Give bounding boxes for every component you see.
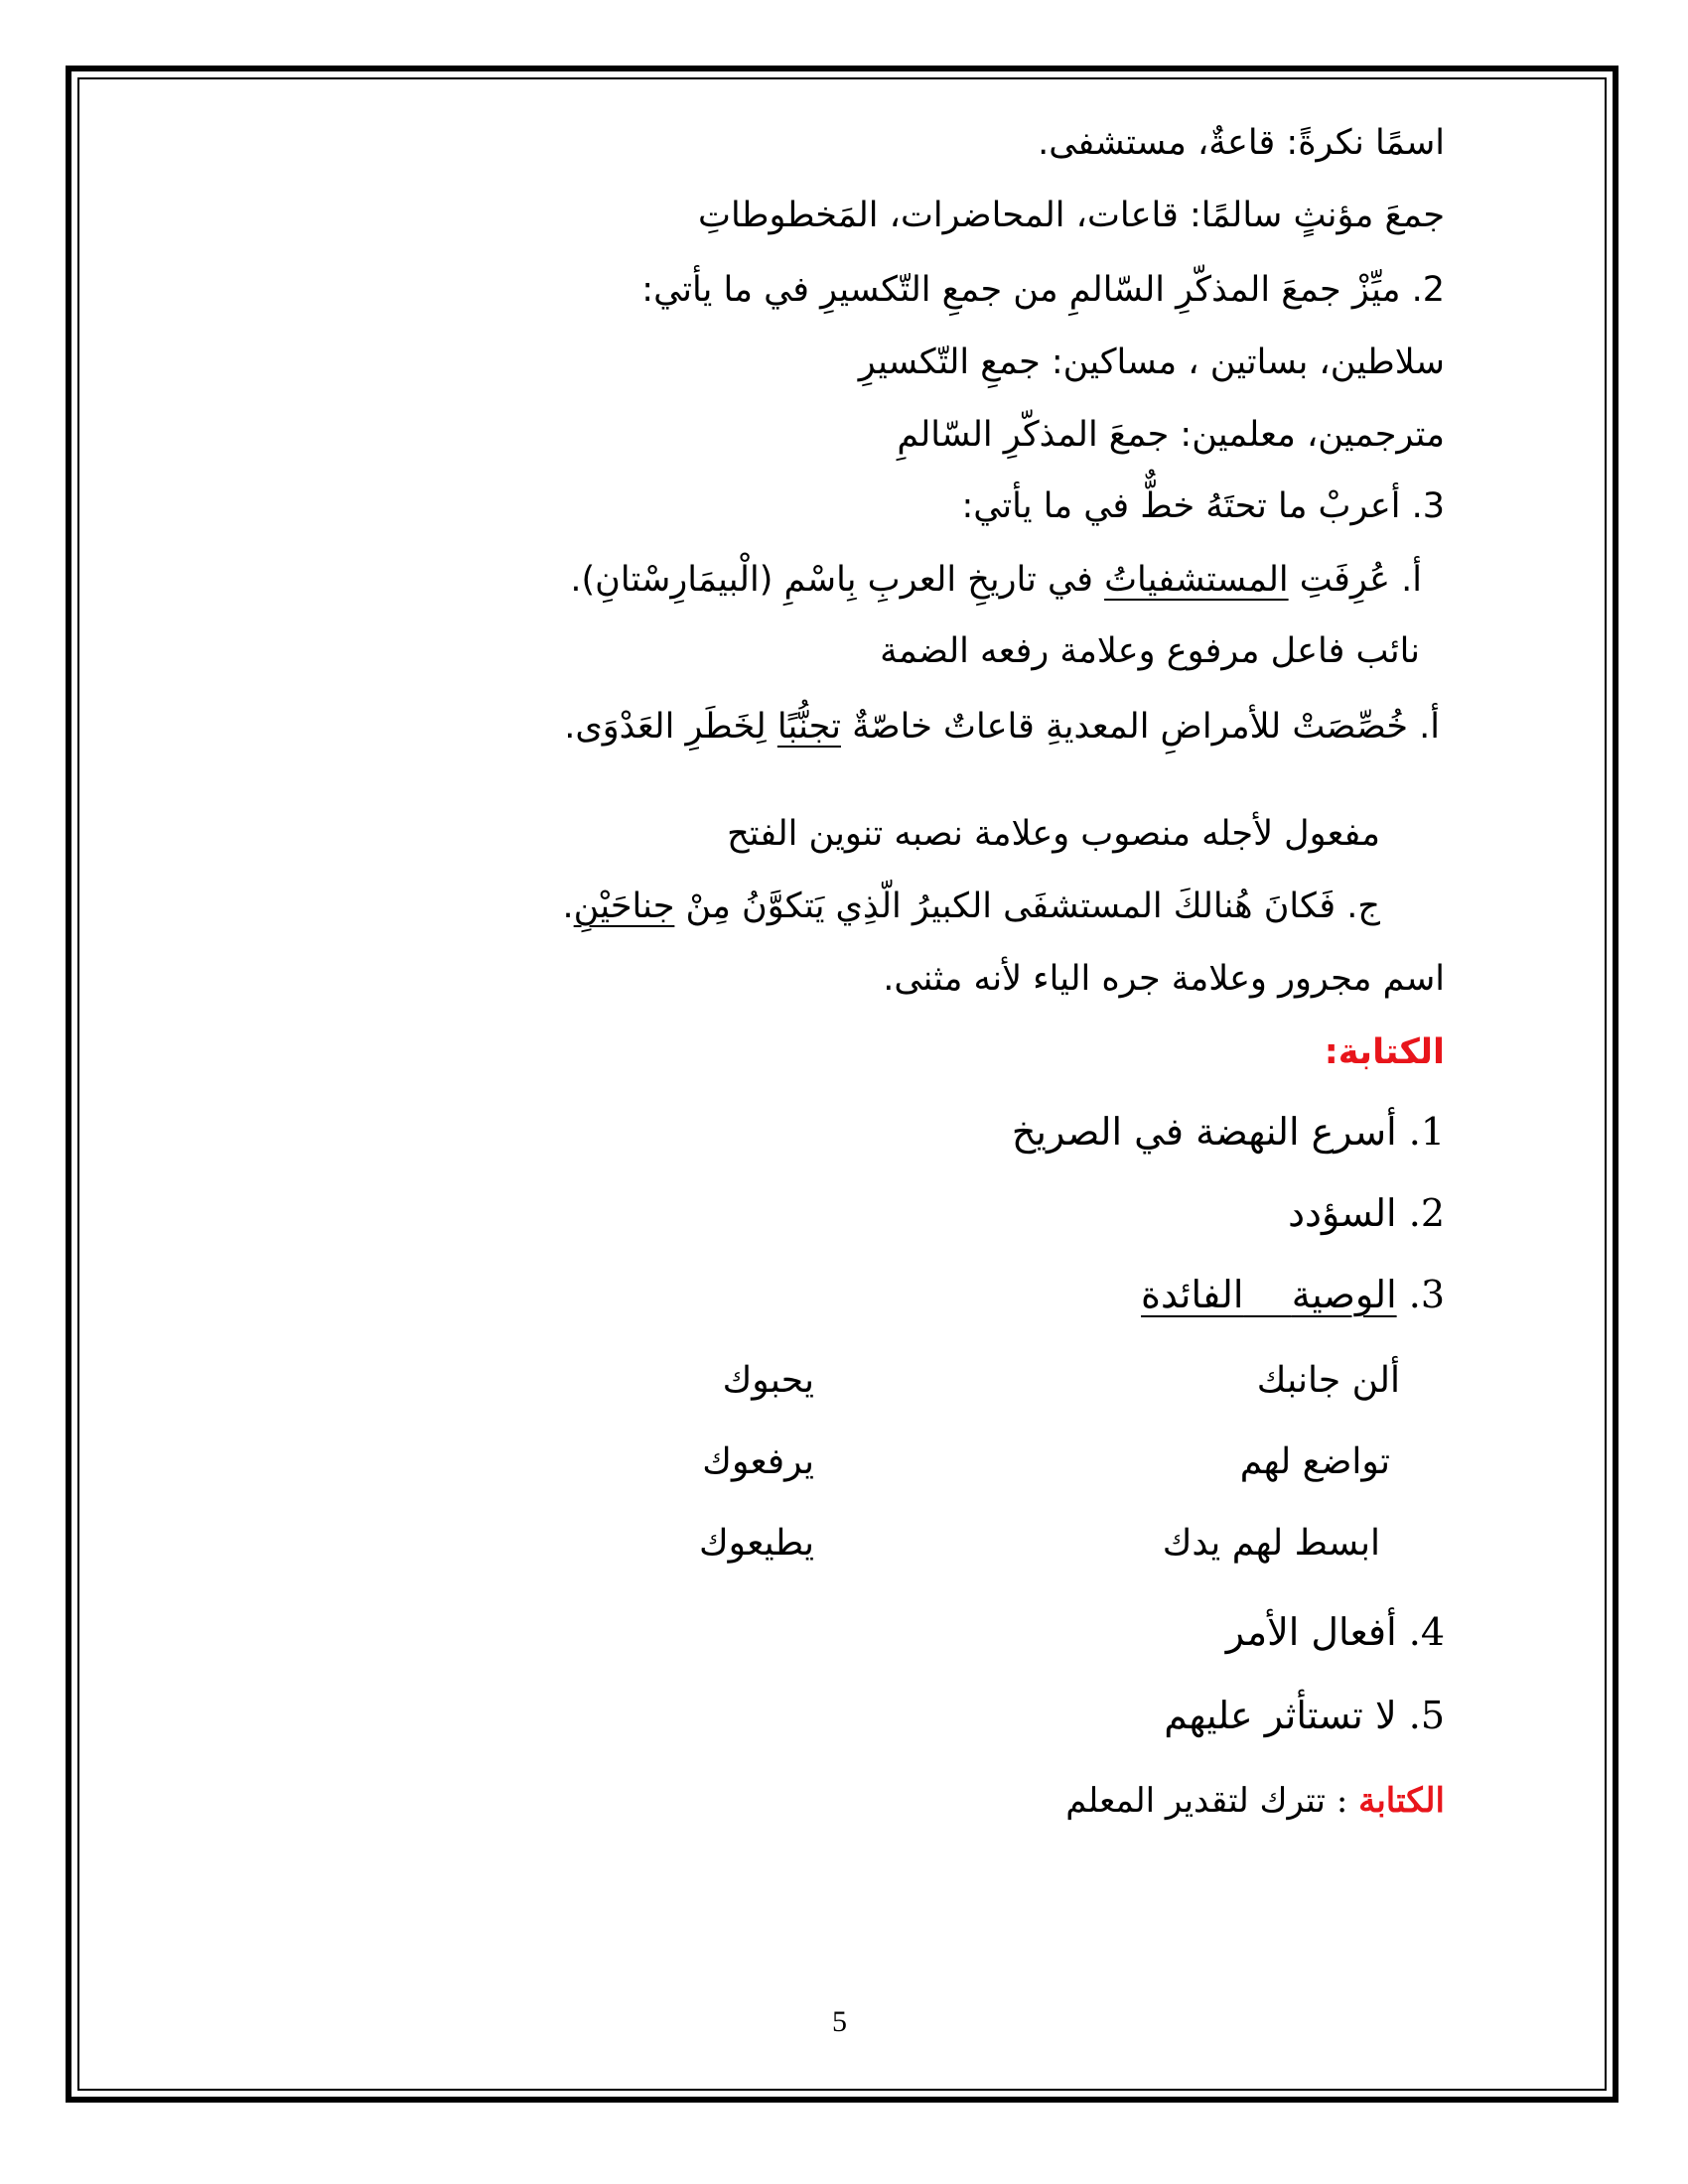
writing-item-4 bbox=[1226, 1610, 1445, 1654]
sentence-b-end: لِخَطَرِ العَدْوَى. bbox=[564, 707, 777, 747]
sentence-c-answer: اسم مجرور وعلامة جره الياء لأنه مثنى. bbox=[883, 959, 1445, 999]
writing-item-3-number: 3. bbox=[1408, 1273, 1445, 1316]
writing-item-2-number: 2. bbox=[1408, 1191, 1445, 1235]
writing-item-2 bbox=[1288, 1191, 1445, 1235]
question-2-answer-b: مترجمين، معلمين: جمعَ المذكّرِ السّالمِ bbox=[897, 415, 1445, 455]
writing-footer-label: الكتابة bbox=[1358, 1781, 1445, 1821]
table-header-benefit: الفائدة bbox=[1141, 1273, 1244, 1316]
sentence-a-start: أ. عُرِفَتِ bbox=[1288, 560, 1422, 600]
table-header-advice: الوصية bbox=[1291, 1273, 1397, 1316]
sentence-b-answer: مفعول لأجله منصوب وعلامة نصبه تنوين الفتح bbox=[727, 814, 1380, 854]
sentence-a-underlined-word: المستشفياتُ bbox=[1104, 560, 1289, 600]
question-3-text: أعربْ ما تحتَهُ خطٌّ في ما يأتي: bbox=[961, 486, 1401, 526]
writing-item-3-headers bbox=[1141, 1273, 1397, 1316]
table-row-3-advice: ابسط لهم يدك bbox=[1162, 1523, 1380, 1564]
sentence-b-underlined-word: تجنُّبًا bbox=[776, 707, 841, 747]
writing-item-4-number: 4. bbox=[1408, 1610, 1445, 1654]
writing-item-5 bbox=[1164, 1694, 1445, 1737]
table-row-1-advice: ألن جانبك bbox=[1256, 1360, 1400, 1401]
table-row-3-benefit: يطيعوك bbox=[698, 1523, 814, 1564]
writing-item-1-text: أسرع النهضة في الصريخ bbox=[1011, 1110, 1397, 1154]
table-row-1-benefit: يحبوك bbox=[722, 1360, 814, 1401]
sentence-b bbox=[564, 707, 1440, 747]
writing-footer-text: : تترك لتقدير المعلم bbox=[1065, 1781, 1359, 1821]
writing-footer bbox=[1065, 1781, 1445, 1821]
question-3 bbox=[961, 486, 1445, 526]
sentence-c-underlined-word: جناحَيْنِ bbox=[573, 887, 675, 926]
writing-item-2-text: السؤدد bbox=[1288, 1191, 1397, 1235]
question-2 bbox=[641, 270, 1445, 310]
writing-item-1 bbox=[1012, 1110, 1445, 1154]
sentence-c-start: ج. فَكانَ هُنالكَ المستشفَى الكبيرُ الّذِي يَتكوَّنُ مِنْ bbox=[674, 887, 1380, 926]
sentence-a-end: في تاريخِ العربِ بِاسْمِ (الْبيمَارِسْتانِ). bbox=[570, 560, 1105, 600]
page-number: 5 bbox=[832, 2005, 847, 2038]
table-row-2-benefit: يرفعوك bbox=[702, 1441, 814, 1482]
question-3-number: 3. bbox=[1411, 486, 1445, 526]
writing-heading: الكتابة: bbox=[1324, 1032, 1445, 1072]
sentence-c bbox=[563, 887, 1380, 926]
writing-item-4-text: أفعال الأمر bbox=[1225, 1610, 1397, 1654]
writing-item-1-number: 1. bbox=[1408, 1110, 1445, 1154]
writing-item-5-text: لا تستأثر عليهم bbox=[1164, 1694, 1397, 1737]
writing-item-3 bbox=[1141, 1273, 1445, 1316]
sentence-b-start: أ. خُصِّصَتْ للأمراضِ المعديةِ قاعاتٌ خاصّةٌ bbox=[840, 707, 1440, 747]
question-2-text: ميِّزْ جمعَ المذكّرِ السّالمِ من جمعِ التّكسيرِ في ما يأتي: bbox=[641, 270, 1401, 310]
sentence-c-end: . bbox=[562, 887, 574, 926]
table-row-2-advice: تواضع لهم bbox=[1239, 1441, 1390, 1482]
question-2-number: 2. bbox=[1411, 270, 1445, 310]
sentence-a bbox=[570, 560, 1422, 600]
question-2-answer-a: سلاطين، بساتين ، مساكين: جمعِ التّكسيرِ bbox=[858, 342, 1445, 382]
writing-item-5-number: 5. bbox=[1408, 1694, 1445, 1737]
sentence-a-answer: نائب فاعل مرفوع وعلامة رفعه الضمة bbox=[880, 631, 1420, 671]
line-plural-feminine: جمعَ مؤنثٍ سالمًا: قاعات، المحاضرات، المَخطوطاتِ bbox=[698, 196, 1445, 235]
line-nakira: اسمًا نكرةً: قاعةٌ، مستشفى. bbox=[1038, 123, 1445, 163]
